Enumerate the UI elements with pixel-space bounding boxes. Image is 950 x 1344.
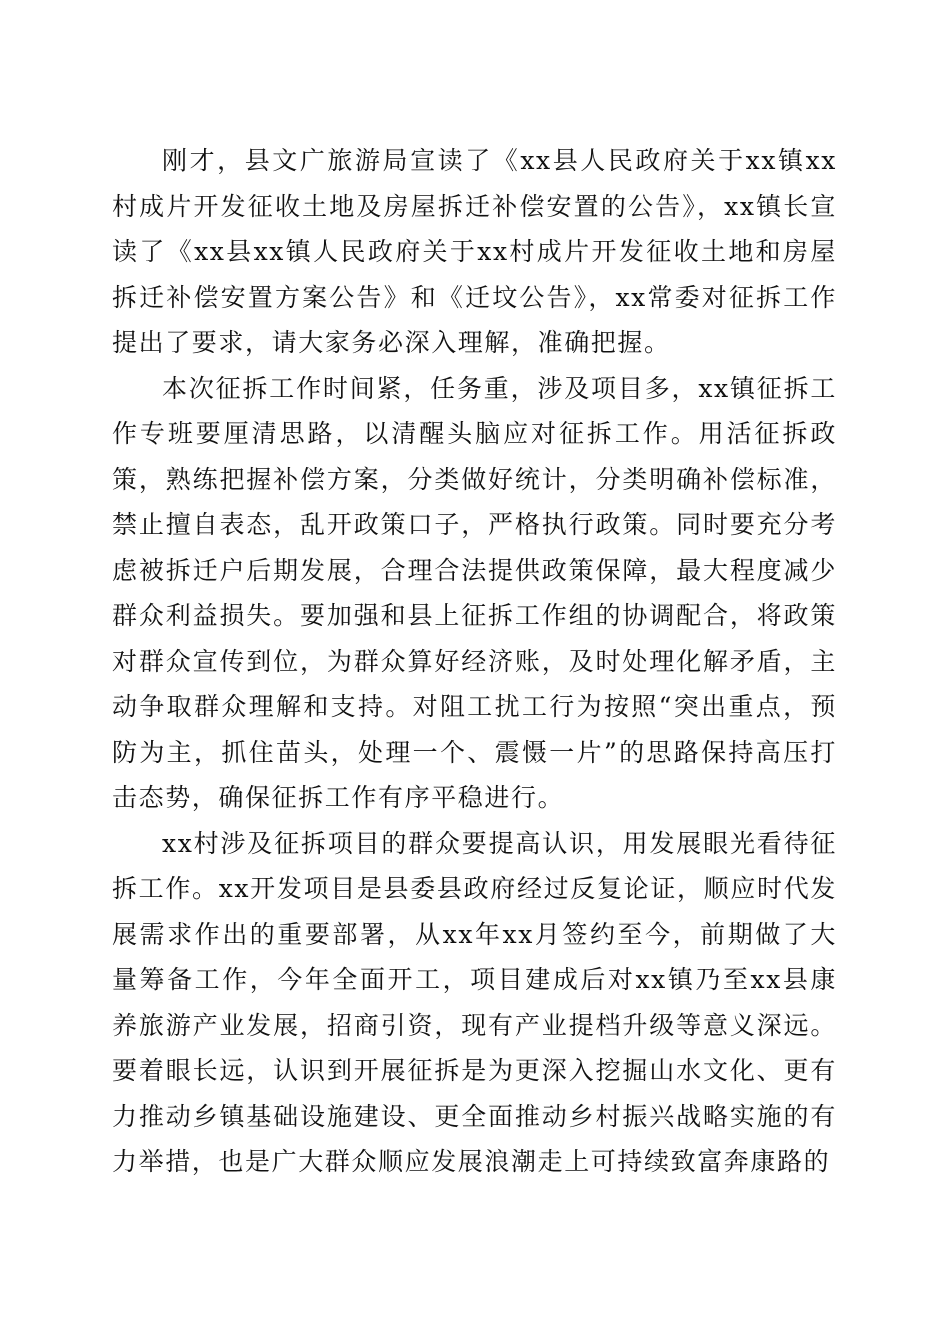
document-body (112, 138, 837, 1185)
paragraph-work-requirements: 本次征拆工作时间紧，任务重，涉及项目多，xx镇征拆工作专班要厘清思路，以清醒头脑应对征拆工作。用活征拆政策，熟练把握补偿方案，分类做好统计，分类明确补偿标准，禁止擅自表态，乱开政策口子，严格执行政策。同时要充分考虑被拆迁户后期发展，合理合法提供政策保障，最大程度减少群众利益损失。要加强和县上征拆工作组的协调配合，将政策对群众宣传到位，为群众算好经济账，及时处理化解矛盾，主动争取群众理解和支持。对阻工扰工行为按照“突出重点，预防为主，抓住苗头，处理一个、震慑一片”的思路保持高压打击态势，确保征拆工作有序平稳进行。 (112, 373, 837, 812)
paragraph-public-understanding: xx村涉及征拆项目的群众要提高认识，用发展眼光看待征拆工作。xx开发项目是县委县政府经过反复论证，顺应时代发展需求作出的重要部署，从xx年xx月签约至今，前期做了大量筹备工作，今年全面开工，项目建成后对xx镇乃至xx县康养旅游产业发展，招商引资，现有产业提档升级等意义深远。要着眼长远，认识到开展征拆是为更深入挖掘山水文化、更有力推动乡镇基础设施建设、更全面推动乡村振兴战略实施的有力举措，也是广大群众顺应发展浪潮走上可持续致富奔康路的 (112, 828, 837, 1176)
paragraph-announcements-read: 刚才，县文广旅游局宣读了《xx县人民政府关于xx镇xx村成片开发征收土地及房屋拆迁补偿安置的公告》，xx镇长宣读了《xx县xx镇人民政府关于xx村成片开发征收土地和房屋拆迁补偿安置方案公告》和《迁坟公告》，xx常委对征拆工作提出了要求，请大家务必深入理解，准确把握。 (112, 146, 837, 357)
